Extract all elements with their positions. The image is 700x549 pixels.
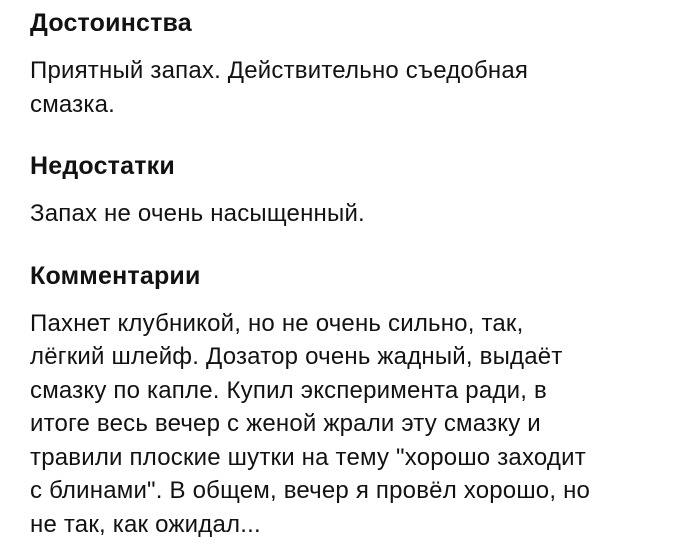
comments-text-line: с блинами". В общем, вечер я провёл хорошо, но [30, 477, 591, 504]
comments-text-line: Пахнет клубникой, но не очень сильно, так, [30, 309, 524, 337]
comments-text-line: итоге весь вечер с женой жрали эту смазку и [30, 410, 541, 437]
review-section-cons [30, 149, 674, 231]
review-section-comments [30, 259, 674, 542]
comments-text [30, 307, 674, 542]
pros-text [30, 54, 674, 121]
comments-text-line: лёгкий шлейф. Дозатор очень жадный, выдаёт [30, 343, 563, 370]
comments-text-line: травили плоские шутки на тему "хорошо заходит [30, 443, 586, 471]
cons-text [30, 197, 674, 231]
pros-text-line: Приятный запах. Действительно съедобная [30, 57, 529, 84]
cons-heading: Недостатки [30, 152, 175, 180]
comments-text-line: не так, как ожидал... [30, 510, 261, 538]
pros-text-line: смазка. [30, 90, 116, 118]
comments-text-line: смазку по капле. Купил эксперимента ради, в [30, 376, 547, 404]
cons-text-line: Запах не очень насыщенный. [30, 200, 365, 227]
review-section-pros [30, 6, 674, 121]
comments-heading: Комментарии [30, 261, 201, 290]
pros-heading: Достоинства [30, 9, 192, 37]
